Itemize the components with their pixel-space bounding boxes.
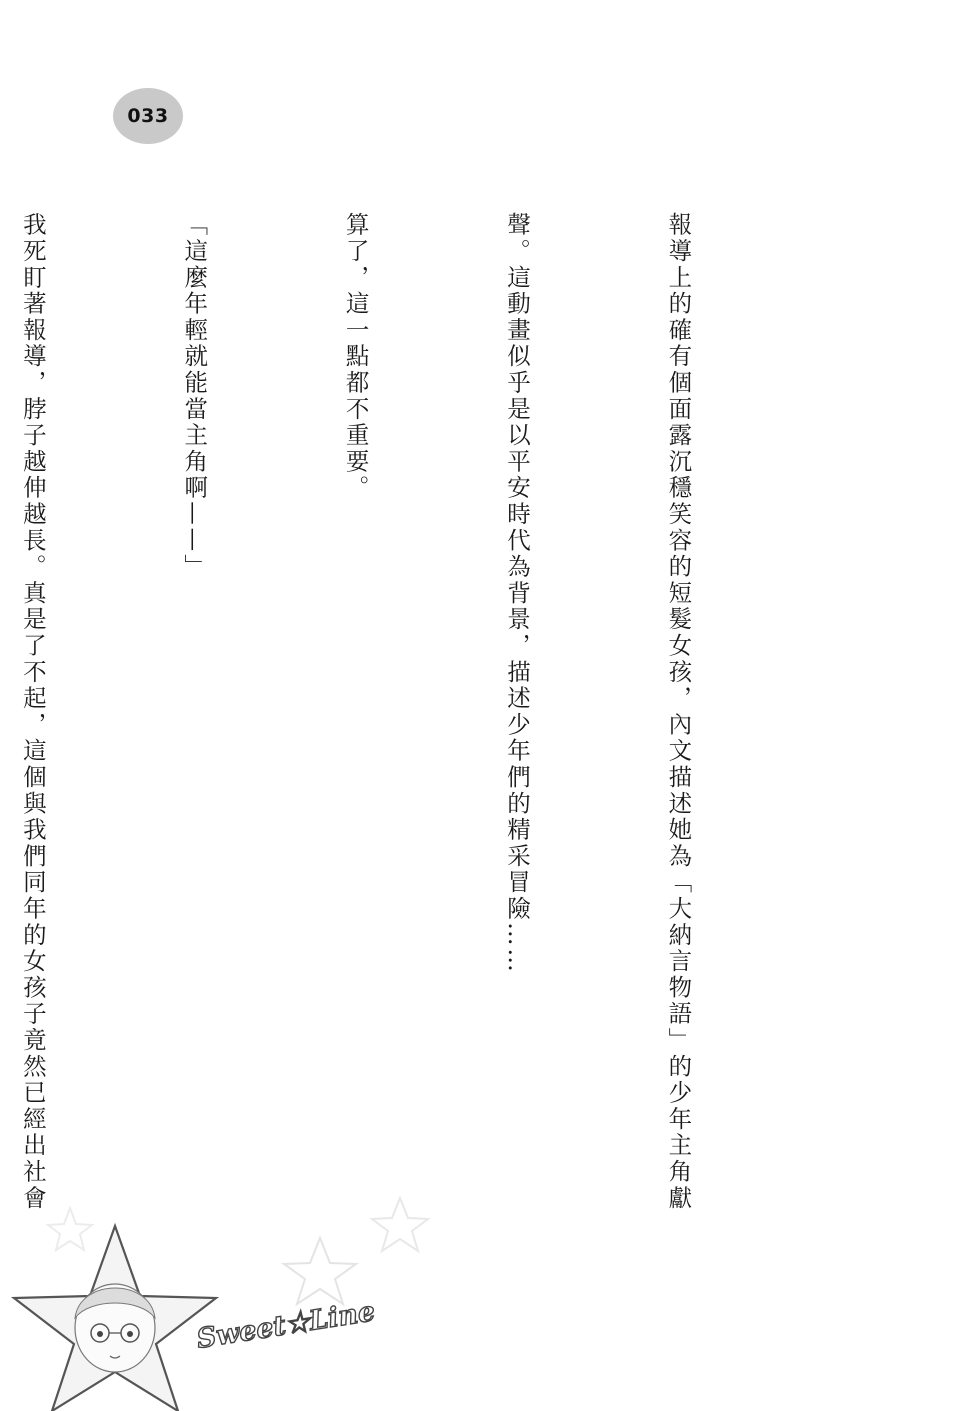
page-number-badge	[113, 88, 183, 144]
logo-text: Sweet★Line	[194, 1296, 378, 1355]
paragraph: 報導上的確有個面露沉穩笑容的短髮女孩，內文描述她為「大納言物語」的少年主角獻	[664, 212, 693, 1212]
page-number: 033	[127, 105, 169, 127]
sweet-line-logo	[20, 1178, 440, 1411]
paragraph: 「這麼年輕就能當主角啊——」	[180, 212, 209, 581]
paragraph: 聲。這動畫似乎是以平安時代為背景，描述少年們的精采冒險……	[503, 212, 532, 975]
body-text	[18, 212, 812, 1252]
paragraph: 我死盯著報導，脖子越伸越長。真是了不起，這個與我們同年的女孩子竟然已經出社會	[18, 212, 47, 1212]
paragraph: 算了，這一點都不重要。	[341, 212, 370, 502]
